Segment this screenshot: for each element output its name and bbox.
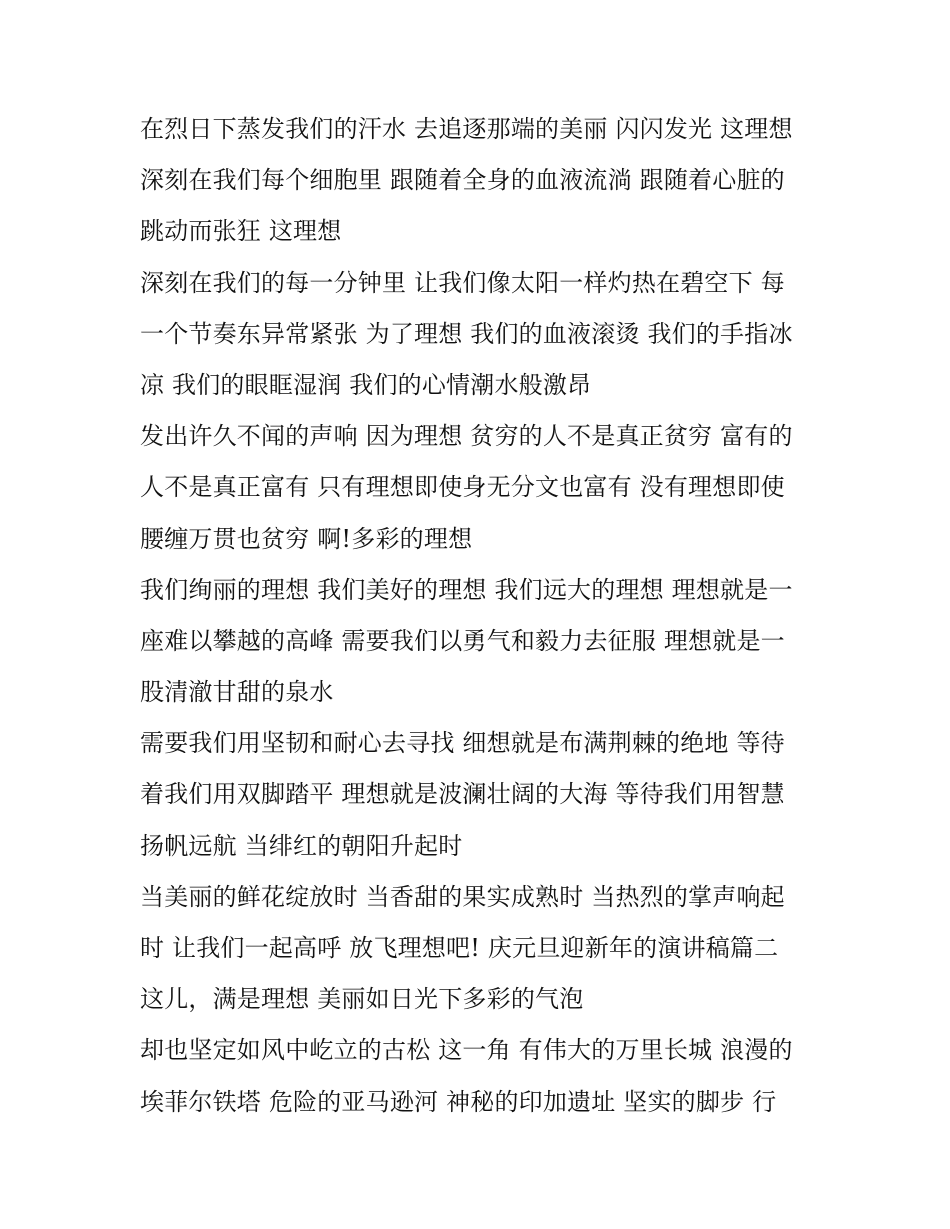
- text-line: 腰缠万贯也贫穷 啊!多彩的理想: [140, 524, 473, 553]
- text-line: 发出许久不闻的声响 因为理想 贫穷的人不是真正贫穷 富有的: [140, 422, 793, 451]
- text-line: 座难以攀越的高峰 需要我们以勇气和毅力去征服 理想就是一: [140, 626, 785, 655]
- text-line: 深刻在我们每个细胞里 跟随着全身的血液流淌 跟随着心脏的: [140, 166, 785, 195]
- text-line: 跳动而张狂 这理想: [140, 217, 342, 246]
- text-line: 人不是真正富有 只有理想即使身无分文也富有 没有理想即使: [140, 473, 785, 502]
- text-line: 深刻在我们的每一分钟里 让我们像太阳一样灼热在碧空下 每: [140, 268, 785, 297]
- text-line: 着我们用双脚踏平 理想就是波澜壮阔的大海 等待我们用智慧: [140, 780, 785, 809]
- text-line: 埃菲尔铁塔 危险的亚马逊河 神秘的印加遗址 坚实的脚步 行: [140, 1087, 777, 1116]
- text-line: 当美丽的鲜花绽放时 当香甜的果实成熟时 当热烈的掌声响起: [140, 882, 785, 911]
- text-line: 扬帆远航 当绯红的朝阳升起时: [140, 831, 463, 860]
- text-line: 却也坚定如风中屹立的古松 这一角 有伟大的万里长城 浪漫的: [140, 1036, 793, 1065]
- text-line: 我们绚丽的理想 我们美好的理想 我们远大的理想 理想就是一: [140, 575, 793, 604]
- text-line: 在烈日下蒸发我们的汗水 去追逐那端的美丽 闪闪发光 这理想: [140, 115, 793, 143]
- text-line: 股清澈甘甜的泉水: [140, 678, 334, 707]
- text-line: 需要我们用坚韧和耐心去寻找 细想就是布满荆棘的绝地 等待: [140, 729, 785, 758]
- text-line: 时 让我们一起高呼 放飞理想吧! 庆元旦迎新年的演讲稿篇二: [140, 934, 779, 962]
- body-text: [140, 104, 820, 1128]
- text-line: 一个节奏东异常紧张 为了理想 我们的血液滚烫 我们的手指冰: [140, 319, 793, 348]
- text-line: 这儿，满是理想 美丽如日光下多彩的气泡: [140, 985, 584, 1014]
- text-line: 凉 我们的眼眶湿润 我们的心情潮水般激昂: [140, 370, 592, 399]
